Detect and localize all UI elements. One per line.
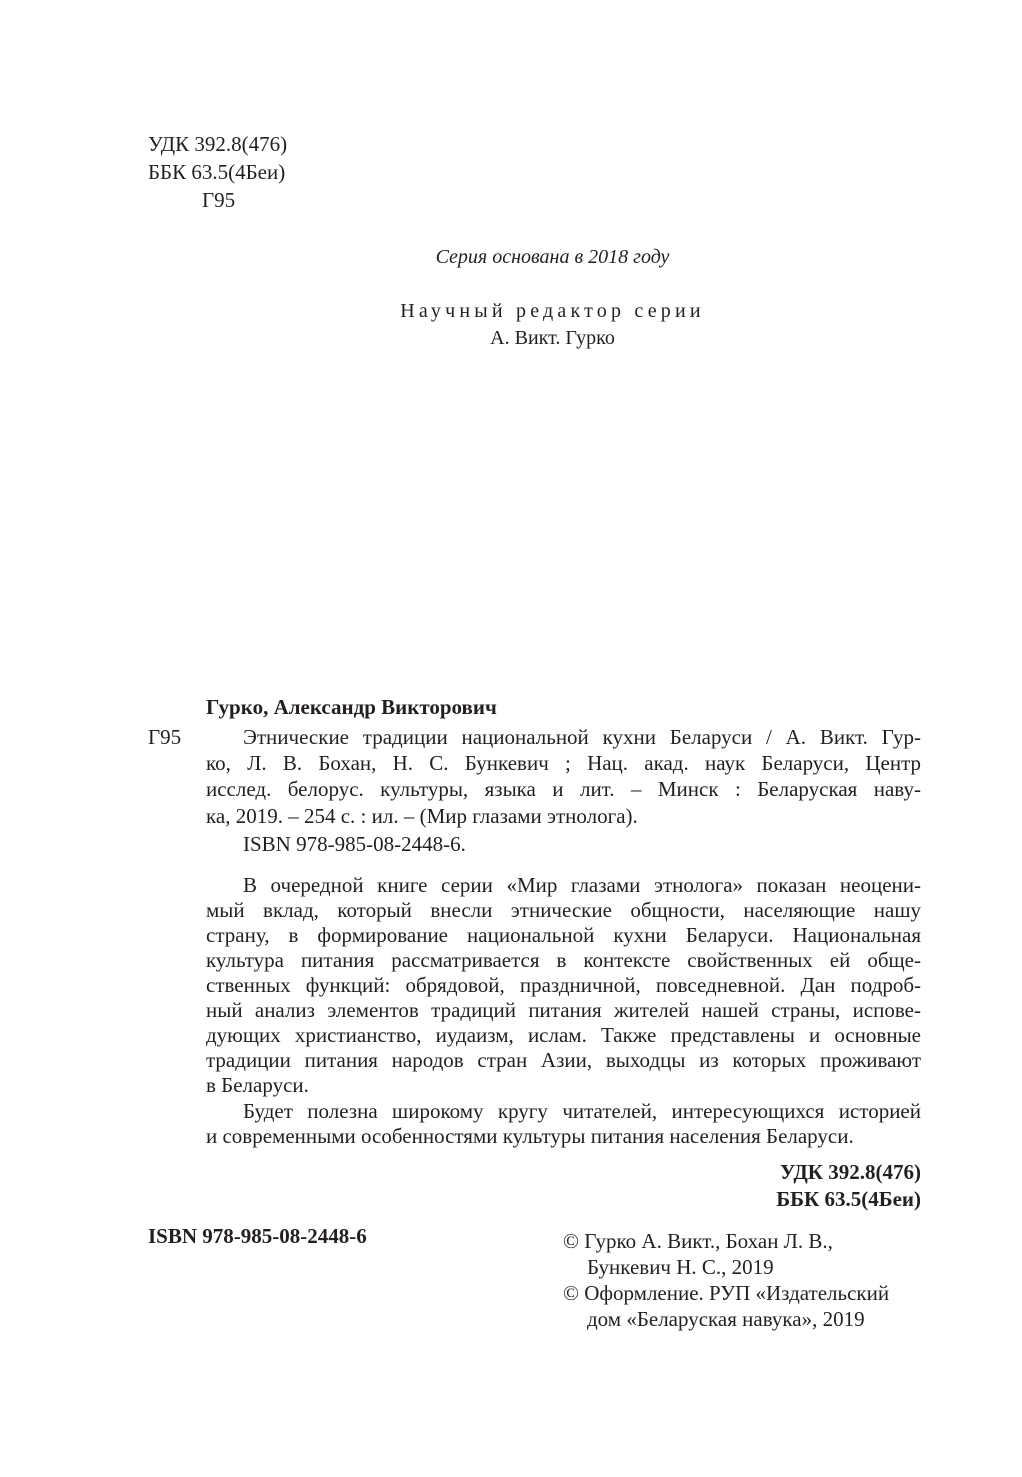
isbn-bold: ISBN 978-985-08-2448-6 (148, 1224, 367, 1248)
annotation-line: ственных функций: обрядовой, праздничной, повседневной. Дан подроб- (206, 973, 921, 997)
bibliographic-line: Этнические традиции национальной кухни Беларуси / А. Викт. Гур- (243, 725, 921, 749)
annotation-line: в Беларуси. (206, 1073, 309, 1097)
annotation-line: Будет полезна широкому кругу читателей, интересующихся историей (243, 1099, 921, 1123)
udk-code: УДК 392.8(476) (148, 132, 288, 156)
annotation-line: В очередной книге серии «Мир глазами этнолога» показан неоцени- (243, 873, 921, 897)
bibliographic-line: ка, 2019. – 254 с. : ил. – (Мир глазами этнолога). (206, 804, 638, 828)
udk-code-bottom: УДК 392.8(476) (780, 1160, 921, 1184)
isbn-line: ISBN 978-985-08-2448-6. (243, 832, 466, 856)
annotation-line: ный анализ элементов традиций питания жителей нашей страны, испове- (206, 998, 921, 1022)
copyright-line: © Оформление. РУП «Издательский (563, 1281, 890, 1305)
bibliographic-line: исслед. белорус. культуры, языка и лит. – Минск : Беларуская наву- (206, 777, 921, 801)
copyright-line: Бункевич Н. С., 2019 (587, 1255, 774, 1279)
annotation-line: мый вклад, который внесли этнические общности, населяющие нашу (206, 898, 921, 922)
annotation-line: и современными особенностями культуры питания населения Беларуси. (206, 1124, 854, 1148)
bibliographic-line: ко, Л. В. Бохан, Н. С. Бункевич ; Нац. акад. наук Беларуси, Центр (206, 751, 921, 775)
annotation-line: дующих христианство, иудаизм, ислам. Также представлены и основные (206, 1023, 921, 1047)
annotation-line: культура питания рассматривается в контексте свойственных ей обще- (206, 948, 921, 972)
bbk-code-bottom: ББК 63.5(4Беи) (776, 1187, 921, 1211)
copyright-line: дом «Беларуская навука», 2019 (587, 1307, 865, 1331)
series-editor-label: Научный редактор серии (400, 300, 705, 322)
series-editor-name: А. Викт. Гурко (490, 327, 615, 349)
annotation-line: страну, в формирование национальной кухни Беларуси. Национальная (206, 923, 921, 947)
author-sign: Г95 (202, 188, 236, 212)
series-note: Серия основана в 2018 году (435, 246, 670, 268)
annotation-line: традиции питания народов стран Азии, выходцы из которых проживают (206, 1048, 921, 1072)
bbk-code: ББК 63.5(4Беи) (148, 160, 286, 184)
author-sign-margin: Г95 (148, 725, 182, 749)
copyright-line: © Гурко А. Викт., Бохан Л. В., (563, 1229, 833, 1253)
author-heading: Гурко, Александр Викторович (206, 695, 497, 719)
